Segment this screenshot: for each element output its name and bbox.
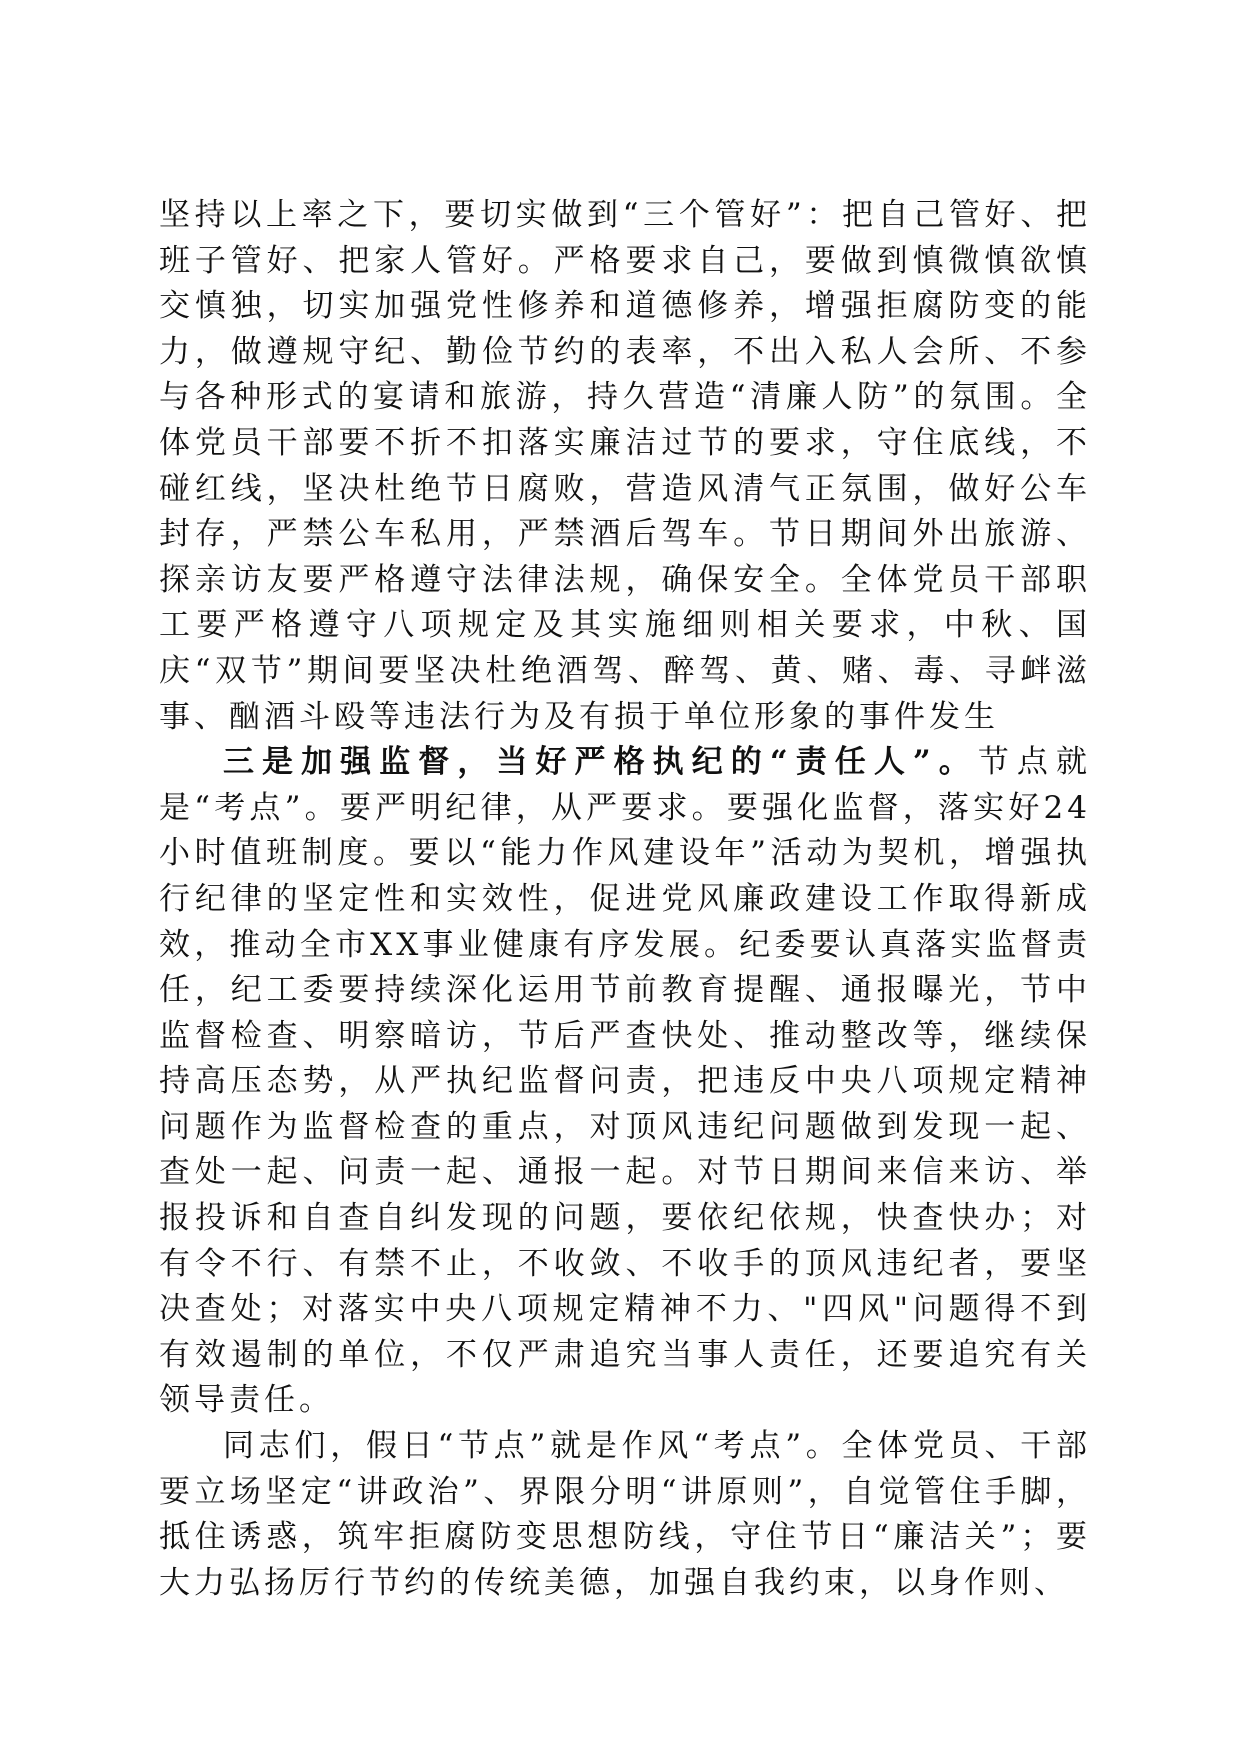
paragraph-2-text: 节点就是“考点”。要严明纪律，从严要求。要强化监督，落实好24小时值班制度。要以“能力作风建设年”活动为契机，增强执行纪律的坚定性和实效性，促进党风廉政建设工作取得新成效，推动全市XX事业健康有序发展。纪委要认真落实监督责任，纪工委要持续深化运用节前教育提醒、通报曝光，节中监督检查、明察暗访，节后严查快处、推动整改等，继续保持高压态势，从严执纪监督问责，把违反中央八项规定精神问题作为监督检查的重点，对顶风违纪问题做到发现一起、查处一起、问责一起、通报一起。对节日期间来信来访、举报投诉和自查自纠发现的问题，要依纪依规，快查快办；对有令不行、有禁不止，不收敛、不收手的顶风违纪者，要坚决查处；对落实中央八项规定精神不力、"四风"问题得不到有效遏制的单位，不仅严肃追究当事人责任，还要追究有关领导责任。 — [159, 744, 1091, 1419]
paragraph-supervision — [159, 740, 1091, 1424]
document-body — [159, 193, 1091, 1606]
section-heading: 三是加强监督，当好严格执纪的“责任人”。 — [223, 744, 978, 781]
paragraph-1-text: 坚持以上率之下，要切实做到“三个管好”：把自己管好、把班子管好、把家人管好。严格要求自己，要做到慎微慎欲慎交慎独，切实加强党性修养和道德修养，增强拒腐防变的能力，做遵规守纪、勤俭节约的表率，不出入私人会所、不参与各种形式的宴请和旅游，持久营造“清廉人防”的氛围。全体党员干部要不折不扣落实廉洁过节的要求，守住底线，不碰红线，坚决杜绝节日腐败，营造风清气正氛围，做好公车封存，严禁公车私用，严禁酒后驾车。节日期间外出旅游、探亲访友要严格遵守法律法规，确保安全。全体党员干部职工要严格遵守八项规定及其实施细则相关要求，中秋、国庆“双节”期间要坚决杜绝酒驾、醉驾、黄、赌、毒、寻衅滋事、酗酒斗殴等违法行为及有损于单位形象的事件发生 — [159, 197, 1091, 735]
paragraph-continued — [159, 193, 1091, 740]
paragraph-3-text: 同志们，假日“节点”就是作风“考点”。全体党员、干部要立场坚定“讲政治”、界限分明“讲原则”，自觉管住手脚，抵住诱惑，筑牢拒腐防变思想防线，守住节日“廉洁关”；要大力弘扬厉行节约的传统美德，加强自我约束，以身作则、 — [159, 1428, 1091, 1601]
paragraph-closing — [159, 1424, 1091, 1606]
